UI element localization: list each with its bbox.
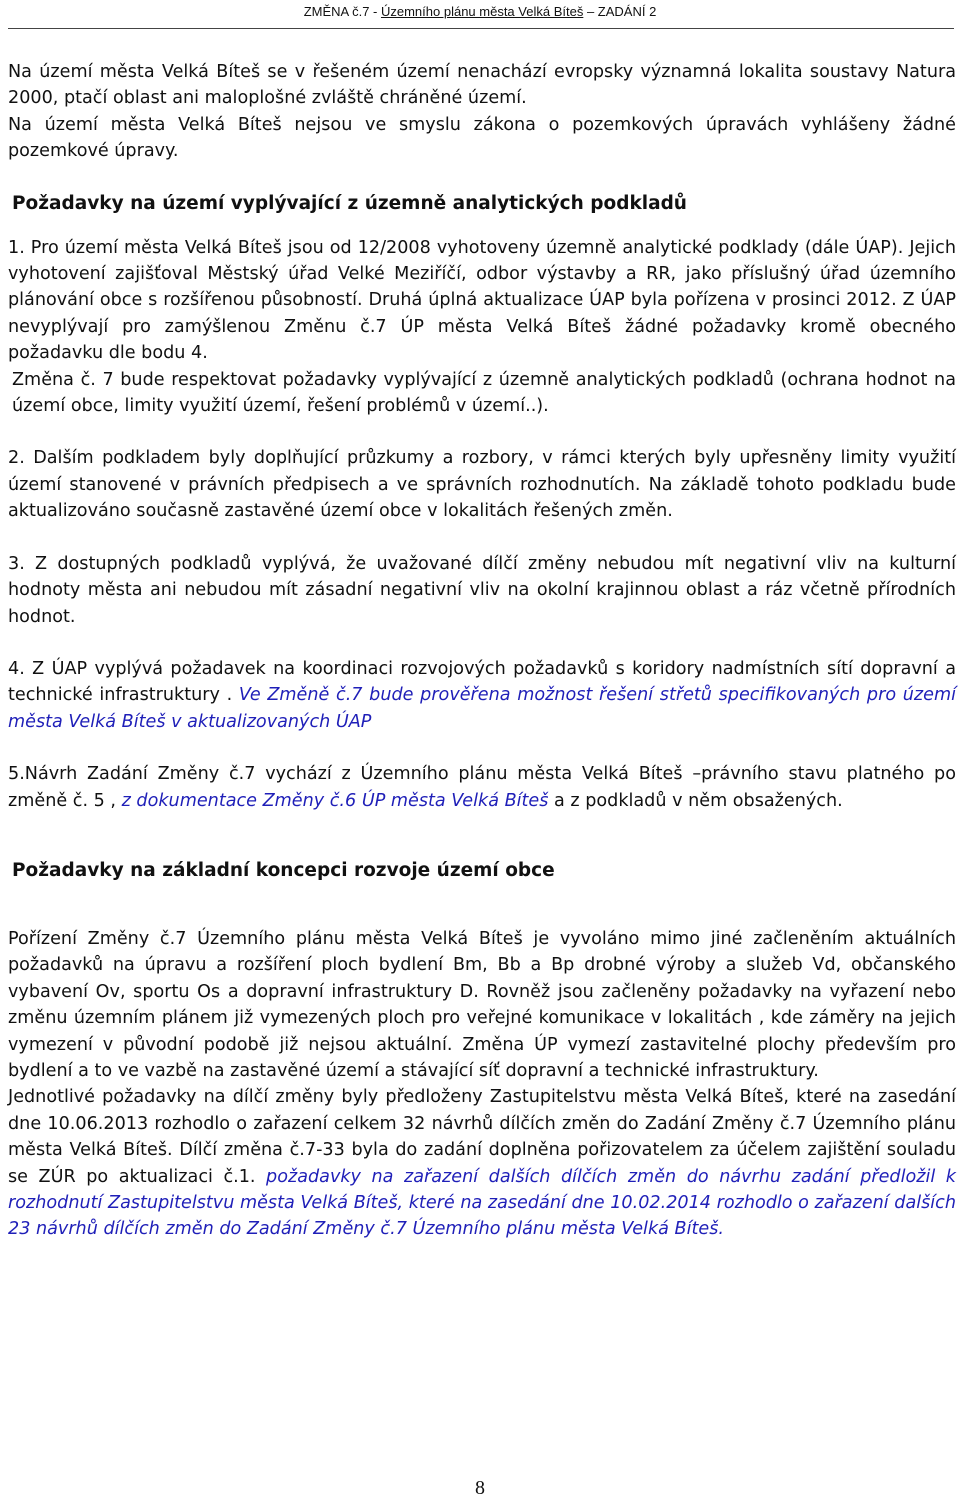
header-prefix: ZMĚNA č.7 - xyxy=(303,4,381,19)
uap-item-5-text-end: a z podkladů v něm obsažených. xyxy=(548,790,843,811)
uap-item-1: 1. Pro území města Velká Bíteš jsou od 12/2008 vyhotoveny územně analytické podklady (dále ÚAP). Jejich vyhotovení zajišťoval Městský úřad Velké Meziříčí, odbor výstavby a RR, jako příslušný úřad územního plánování obce s rozšířenou působností. Druhá úplná aktualizace ÚAP byla pořízena v prosinci 2012. Z ÚAP nevyplývají pro zamýšlenou Změnu č.7 ÚP města Velká Bíteš žádné požadavky kromě obecného požadavku dle bodu 4. xyxy=(8,237,956,364)
uap-item-4-note: Ve Změně č.7 bude prověřena možnost řešení střetů specifikovaných pro území města Velká Bíteš v aktualizovaných ÚAP xyxy=(8,685,957,732)
section-heading-uap: Požadavky na území vyplývající z územně analytických podkladů xyxy=(12,192,687,214)
section-heading-koncepce: Požadavky na základní koncepci rozvoje území obce xyxy=(12,859,555,881)
header-title: Územního plánu města Velká Bíteš xyxy=(380,4,584,19)
uap-item-2: 2. Dalším podkladem byly doplňující průzkumy a rozbory, v rámci kterých byly upřesněny limity využití území stanovené v právních předpisech a ve správních rozhodnutích. Na základě tohoto podkladu bude aktualizováno současně zastavěné území obce v lokalitách řešených změn. xyxy=(8,448,956,522)
uap-item-5 xyxy=(8,761,956,814)
uap-item-5-text: 5.Návrh Zadání Změny č.7 vychází z Územního plánu města Velká Bíteš –právního stavu platného po změně č. 5 , xyxy=(8,764,956,811)
uap-item-3: 3. Z dostupných podkladů vyplývá, že uvažované dílčí změny nebudou mít negativní vliv na kulturní hodnoty města ani nebudou mít zásadní negativní vliv na okolní krajinnou oblast a ráz včetně přírodních hodnot. xyxy=(8,553,956,627)
uap-item-5-reference: z dokumentace Změny č.6 ÚP města Velká Bíteš xyxy=(121,790,549,811)
koncepce-paragraph-2-text: Jednotlivé požadavky na dílčí změny byly předloženy Zastupitelstvu města Velká Bíteš, které na zasedání dne 10.06.2013 rozhodlo o zařazení celkem 32 návrhů dílčích změn do Zadání Změny č.7 Územního plánu města Velká Bíteš. Dílčí změna č.7-33 byla do zadání doplněna pořizovatelem za účelem zajištění souladu se ZÚR po aktualizaci č.1. xyxy=(8,1087,956,1187)
natura-paragraph: Na území města Velká Bíteš se v řešeném území nenachází evropsky významná lokalita soustavy Natura 2000, ptačí oblast ani maloplošné zvláště chráněné území. xyxy=(8,62,956,109)
uap-item-1-continued: Změna č. 7 bude respektovat požadavky vyplývající z územně analytických podkladů (ochrana hodnot na území obce, limity využití území, řešení problémů v území..). xyxy=(12,369,956,417)
page-number: 8 xyxy=(475,1477,485,1499)
header-suffix: – ZADÁNÍ 2 xyxy=(583,4,657,19)
pozemkove-upravy-paragraph: Na území města Velká Bíteš nejsou ve smyslu zákona o pozemkových úpravách vyhlášeny žádné pozemkové úpravy. xyxy=(8,114,956,162)
uap-item-4-text: 4. Z ÚAP vyplývá požadavek na koordinaci rozvojových požadavků s koridory nadmístních sítí dopravní a technické infrastruktury . xyxy=(8,658,956,706)
koncepce-paragraph-1: Pořízení Změny č.7 Územního plánu města Velká Bíteš je vyvoláno mimo jiné začleněním aktuálních požadavků na úpravu a rozšíření ploch bydlení Bm, Bb a Bp drobné výroby a služeb Vd, občanského vybavení Ov, sportu Os a dopravní infrastruktury D. Rovněž jsou začleněny požadavky na vyřazení nebo změnu územním plánem již vymezených ploch pro veřejné komunikace v lokalitách , kde záměry na jejich vymezení v původní podobě již nejsou aktuální. Změna ÚP vymezí zastavitelné plochy především pro bydlení a to ve vazbě na zastavěné území a stávající síť dopravní a technické infrastruktury. xyxy=(8,928,956,1081)
koncepce-paragraph-2-note: požadavky na zařazení dalších dílčích změn do návrhu zadání předložil k rozhodnutí Zastupitelstvu města Velká Bíteš, které na zasedání dne 10.02.2014 rozhodlo o zařazení dalších 23 návrhů dílčích změn do Zadání Změny č.7 Územního plánu města Velká Bíteš. xyxy=(8,1166,956,1240)
koncepce-paragraph-2 xyxy=(8,1084,956,1242)
uap-item-4 xyxy=(8,656,956,735)
header-divider xyxy=(8,28,954,29)
document-body xyxy=(8,59,956,1243)
page-header xyxy=(0,4,960,19)
